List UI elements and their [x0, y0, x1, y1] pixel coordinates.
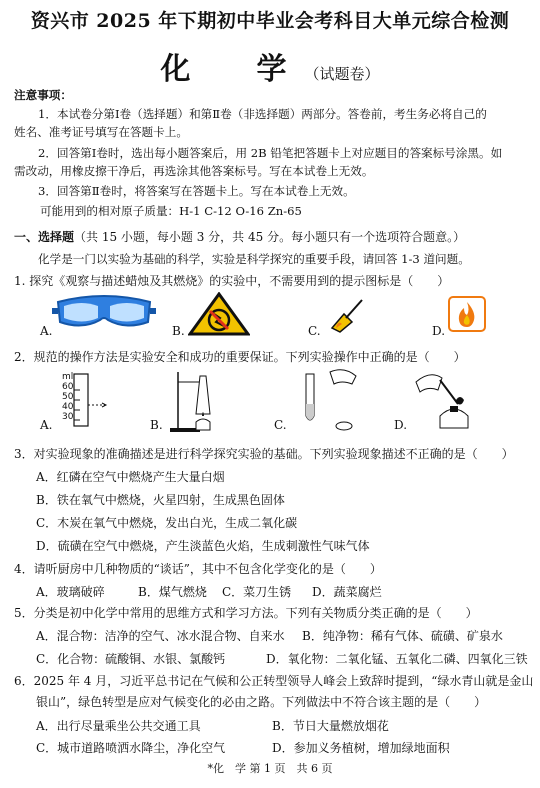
cylinder-tick-40: 40 [62, 402, 74, 412]
q5-option-d: D．氧化物：二氧化锰、五氧化二磷、四氧化三铁 [266, 652, 528, 666]
section1-header [14, 229, 530, 245]
q3-stem: 3．对实验现象的准确描述是进行科学探究实验的基础。下列实验现象描述不正确的是（ ） [14, 447, 514, 461]
q4-stem: 4．请听厨房中几种物质的“谈话”，其中不包含化学变化的是（ ） [14, 562, 382, 576]
alcohol-lamp-lighting [410, 366, 480, 432]
q6-option-a: A．出行尽量乘坐公共交通工具 [36, 719, 201, 733]
q4-option-d: D．蔬菜腐烂 [312, 585, 382, 599]
goggles-icon [52, 292, 156, 332]
q6-stem-a: 6．2025 年 4 月，习近平总书记在气候和公正转型领导人峰会上致辞时提到，“绿水青山就是金山 [14, 674, 534, 688]
page-footer: *化 学 第 1 页 共 6 页 [207, 762, 333, 775]
q2-option-a: A. [40, 418, 53, 432]
cylinder-unit: ml [62, 372, 74, 382]
notice-item-1a: 1．本试卷分第Ⅰ卷（选择题）和第Ⅱ卷（非选择题）两部分。答卷前，考生务必将自己的 [38, 107, 487, 121]
q5-stem: 5．分类是初中化学中常用的思维方式和学习方法。下列有关物质分类正确的是（ ） [14, 606, 478, 620]
fire-hazard-icon [448, 296, 486, 332]
q2-option-b: B. [150, 418, 163, 432]
section1-intro: 化学是一门以实验为基础的科学，实验是科学探究的重要手段，请回答 1-3 道问题。 [38, 252, 470, 266]
cylinder-scale [62, 372, 73, 422]
q6-stem-b: 银山”，绿色转型是应对气候变化的必由之路。下列做法中不符合该主题的是（ ） [36, 695, 487, 709]
paper-type: （试题卷） [304, 65, 380, 83]
q5-option-c: C．化合物：硫酸铜、水银、氯酸钙 [36, 652, 226, 666]
q1-option-a: A. [40, 324, 53, 338]
section1-desc: （共 15 小题，每小题 3 分，共 45 分。每小题只有一个选项符合题意。） [74, 230, 466, 244]
q6-option-d: D．参加义务植树，增加绿地面积 [272, 741, 450, 755]
notice-item-2a: 2．回答第Ⅰ卷时，选出每小题答案后，用 2B 铅笔把答题卡上对应题目的答案标号涂黑。如 [38, 146, 503, 160]
q3-option-a: A．红磷在空气中燃烧产生大量白烟 [36, 470, 225, 484]
q2-stem: 2．规范的操作方法是实验安全和成功的重要保证。下列实验操作中正确的是（ ） [14, 350, 466, 364]
cylinder-tick-30: 30 [62, 412, 74, 422]
q4-option-c: C．菜刀生锈 [222, 585, 292, 599]
q1-option-d: D. [432, 324, 446, 338]
heating-hazard-icon [326, 296, 366, 334]
notice-item-3: 3．回答第Ⅱ卷时，将答案写在答题卡上。写在本试卷上无效。 [38, 184, 355, 198]
cylinder-tick-50: 50 [62, 392, 74, 402]
q1-stem: 1. 探究《观察与描述蜡烛及其燃烧》的实验中，不需要用到的提示图标是（ ） [14, 274, 450, 288]
q4-option-b: B．煤气燃烧 [138, 585, 207, 599]
q5-option-a: A．混合物：洁净的空气、冰水混合物、自来水 [36, 629, 285, 643]
section1-heading: 一、选择题 [14, 230, 75, 244]
q6-option-b: B．节日大量燃放烟花 [272, 719, 389, 733]
notice-item-1b: 姓名、准考证号填写在答题卡上。 [14, 125, 188, 139]
atomic-masses: 可能用到的相对原子质量：H-1 C-12 O-16 Zn-65 [40, 204, 302, 218]
q1-option-c: C. [308, 324, 321, 338]
q1-option-b: B. [172, 324, 185, 338]
q2-option-c: C. [274, 418, 287, 432]
no-electric-hazard-icon [188, 292, 250, 336]
q4-option-a: A．玻璃破碎 [36, 585, 105, 599]
q5-option-b: B．纯净物：稀有气体、硫磺、矿泉水 [302, 629, 503, 643]
notice-heading: 注意事项： [14, 88, 72, 102]
subject-heading [0, 44, 540, 88]
q3-option-d: D．硫磺在空气中燃烧，产生淡蓝色火焰，生成刺激性气味气体 [36, 539, 370, 553]
subject-name: 化 学 [160, 52, 305, 87]
q3-option-c: C．木炭在氧气中燃烧，发出白光，生成二氧化碳 [36, 516, 298, 530]
q6-option-c: C．城市道路喷洒水降尘，净化空气 [36, 741, 226, 755]
cylinder-tick-60: 60 [62, 382, 74, 392]
heating-apparatus [166, 368, 238, 434]
q2-option-d: D. [394, 418, 408, 432]
test-tube-pouring [286, 366, 366, 432]
q3-option-b: B．铁在氧气中燃烧，火星四射，生成黑色固体 [36, 493, 285, 507]
notice-item-2b: 需改动，用橡皮擦干净后，再选涂其他答案标号。写在本试卷上无效。 [14, 164, 374, 178]
exam-title: 资兴市 2025 年下期初中毕业会考科目大单元综合检测 [30, 10, 510, 32]
